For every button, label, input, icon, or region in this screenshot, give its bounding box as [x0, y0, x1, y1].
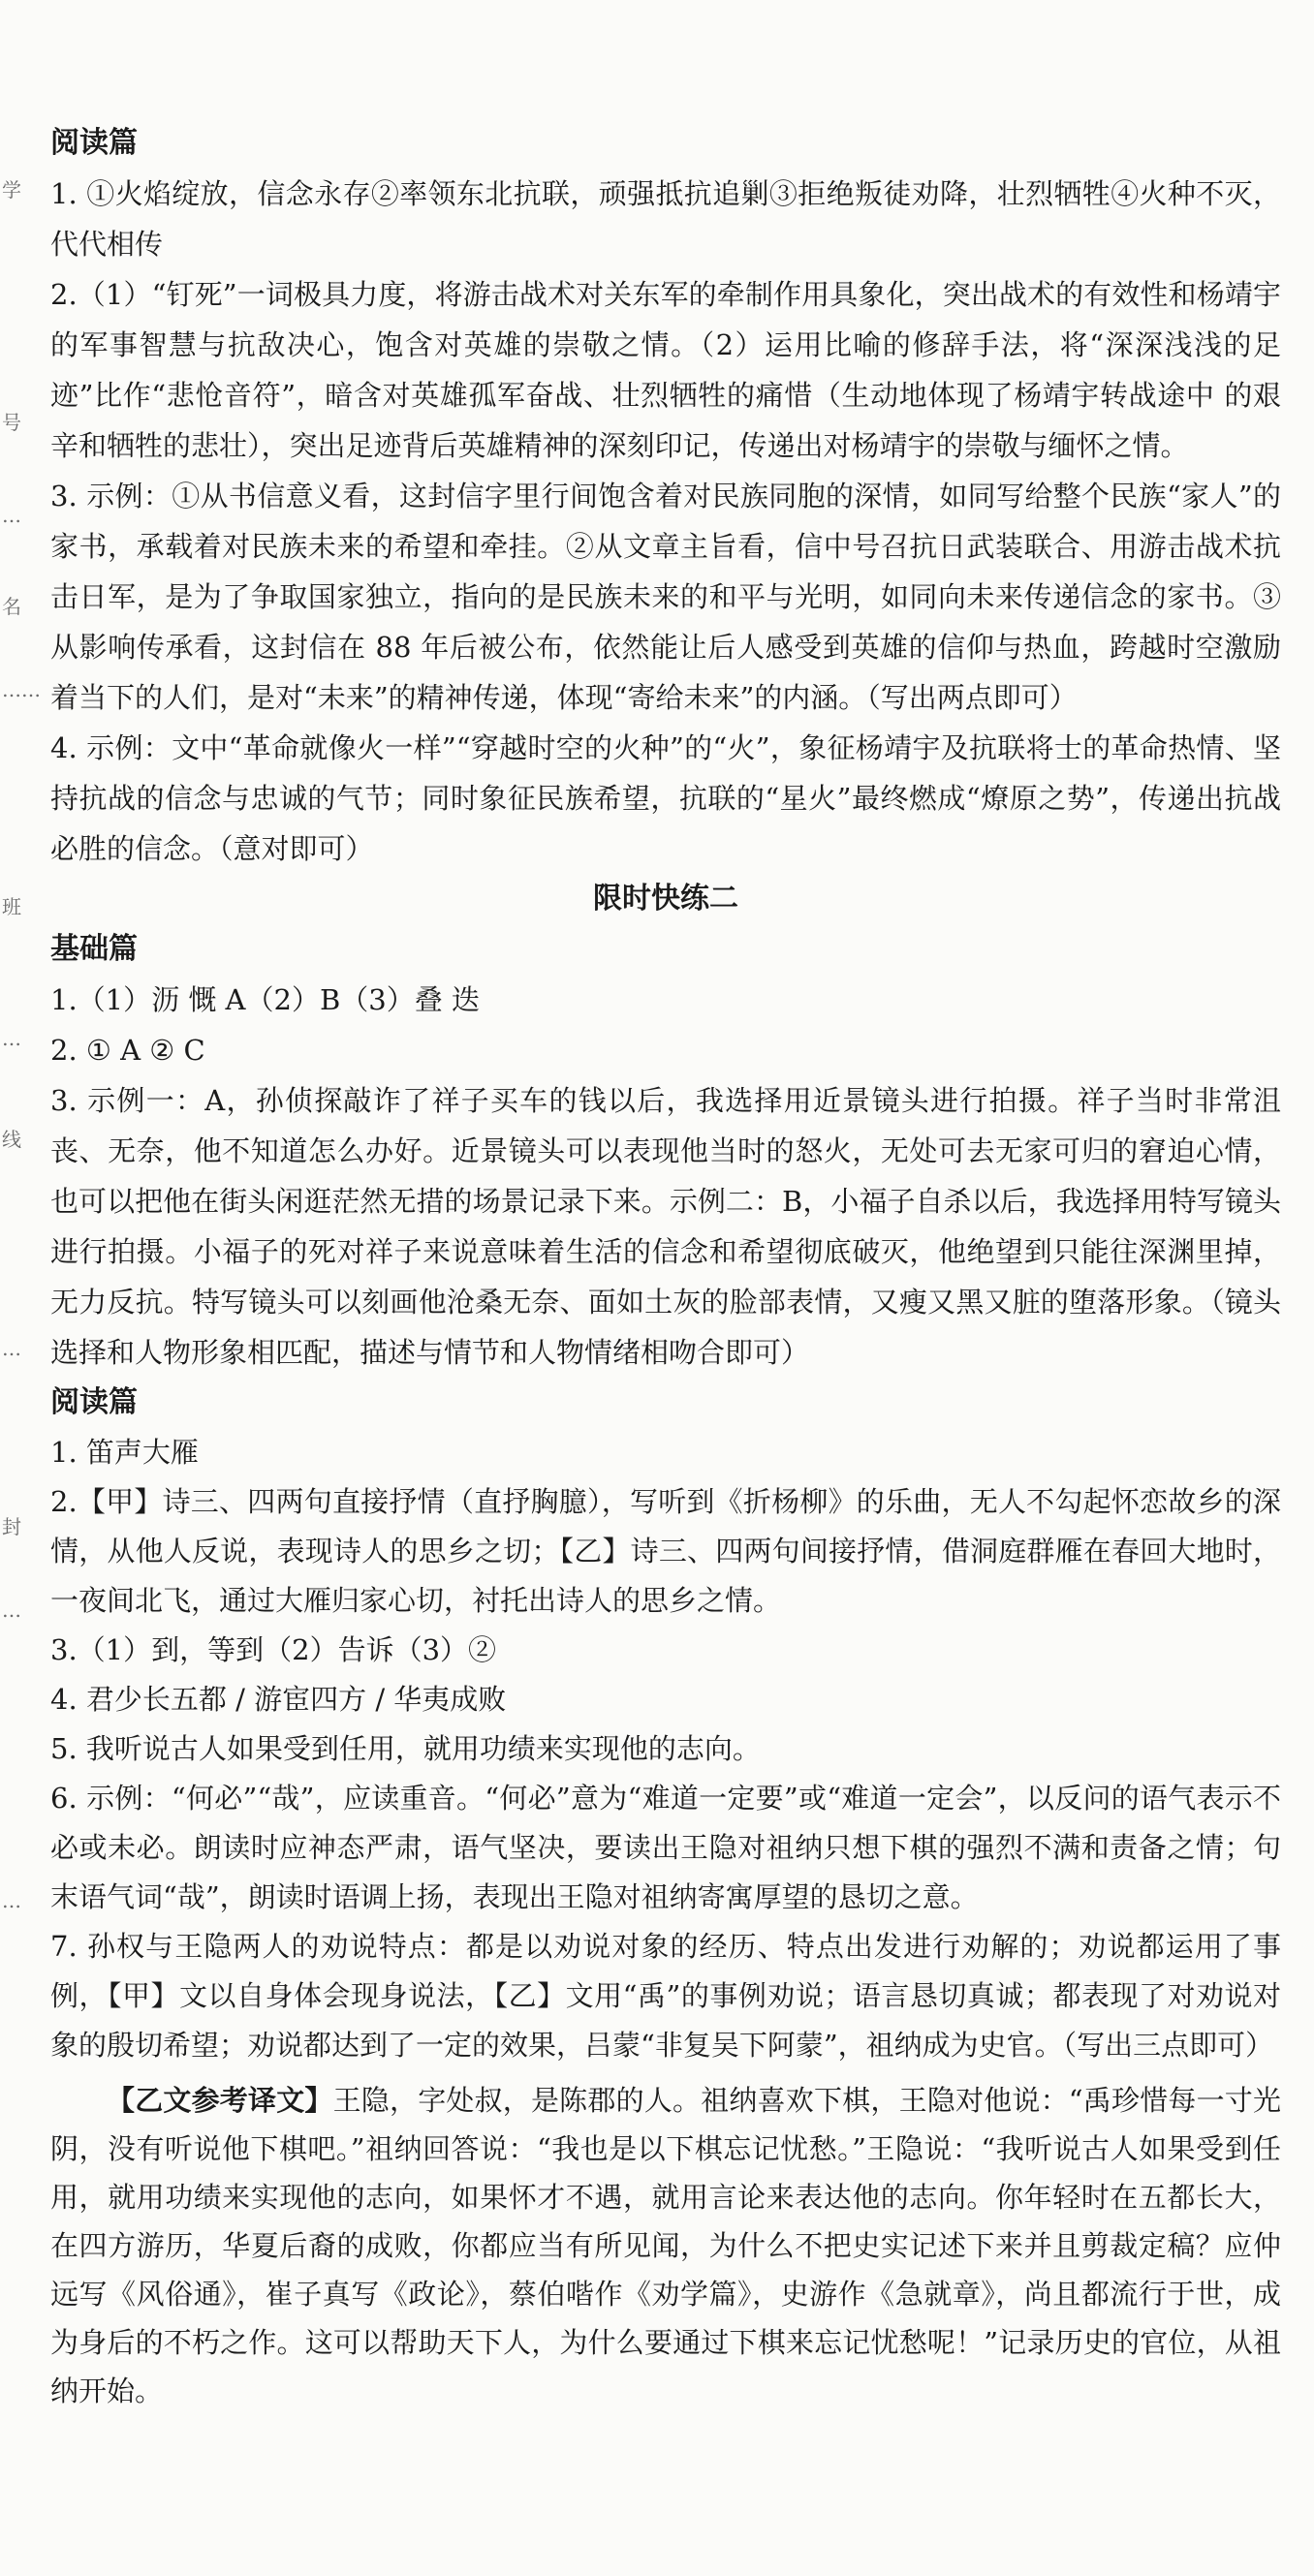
gutter-mark: 学: [2, 178, 21, 202]
answer-item: 1.（1）沥 慨 A（2）B（3）叠 迭: [50, 983, 480, 1016]
answer-item: 7. 孙权与王隐两人的劝说特点：都是以劝说对象的经历、特点出发进行劝解的；劝说都运用了事例，【甲】文以自身体会现身说法，【乙】文用“禹”的事例劝说；语言恳切真诚；都表现了对劝说对象的殷切希望；劝说都达到了一定的效果，吕蒙“非复吴下阿蒙”，祖纳成为史官。（写出三点即可）: [50, 1930, 1281, 2062]
translation-label: 【乙文参考译文】: [107, 2084, 333, 2117]
gutter-mark: …: [2, 1337, 21, 1360]
answer-item: 3.（1）到，等到（2）告诉（3）②: [50, 1633, 497, 1666]
answer-item: 1. 笛声大雁: [50, 1436, 199, 1469]
binding-gutter: [0, 0, 41, 2576]
section-heading-reading-2: 阅读篇: [50, 1385, 138, 1419]
gutter-mark: 名: [2, 595, 21, 618]
section-heading-basic: 基础篇: [50, 932, 138, 966]
answer-item: 3. 示例一：A，孙侦探敲诈了祥子买车的钱以后，我选择用近景镜头进行拍摄。祥子当时非常沮丧、无奈，他不知道怎么办好。近景镜头可以表现他当时的怒火，无处可去无家可归的窘迫心情，也可以把他在街头闲逛茫然无措的场景记录下来。示例二：B，小福子自杀以后，我选择用特写镜头进行拍摄。小福子的死对祥子来说意味着生活的信念和希望彻底破灭，他绝望到只能往深渊里掉，无力反抗。特写镜头可以刻画他沧桑无奈、面如土灰的脸部表情，又瘦又黑又脏的堕落形象。（镜头选择和人物形象相匹配，描述与情节和人物情绪相吻合即可）: [50, 1084, 1281, 1369]
answer-item: 2.（1）“钉死”一词极具力度，将游击战术对关东军的牵制作用具象化，突出战术的有效性和杨靖宇的军事智慧与抗敌决心，饱含对英雄的崇敬之情。（2）运用比喻的修辞手法，将“深深浅浅的足迹”比作“悲怆音符”，暗含对英雄孤军奋战、壮烈牺牲的痛惜（生动地体现了杨靖宇转战途中 的艰辛和牺牲的悲壮），突出足迹背后英雄精神的深刻印记，传递出对杨靖宇的崇敬与缅怀之情。: [50, 278, 1281, 462]
gutter-mark: 班: [2, 895, 21, 918]
answer-item: 4. 君少长五都 / 游宦四方 / 华夷成败: [50, 1683, 507, 1716]
gutter-mark: …: [2, 1027, 21, 1050]
section-heading-reading: 阅读篇: [50, 126, 138, 160]
answer-item: 3. 示例：①从书信意义看，这封信字里行间饱含着对民族同胞的深情，如同写给整个民族“家人”的家书，承载着对民族未来的希望和牵挂。②从文章主旨看，信中号召抗日武装联合、用游击战术抗击日军，是为了争取国家独立，指向的是民族未来的和平与光明，如同向未来传递信念的家书。③从影响传承看，这封信在 88 年后被公布，依然能让后人感受到英雄的信仰与热血，跨越时空激励着当下的人们，是对“未来”的精神传递，体现“寄给未来”的内涵。（写出两点即可）: [50, 480, 1281, 714]
gutter-mark: …: [2, 504, 21, 527]
gutter-mark: 号: [2, 411, 21, 434]
answer-item: 1. ①火焰绽放，信念永存②率领东北抗联，顽强抵抗追剿③拒绝叛徒劝降，壮烈牺牲④火种不灭，代代相传: [50, 177, 1281, 261]
reference-translation: [50, 2076, 1281, 2415]
answer-item: 5. 我听说古人如果受到任用，就用功绩来实现他的志向。: [50, 1732, 761, 1765]
gutter-mark: 封: [2, 1515, 21, 1538]
translation-text: 王隐，字处叔，是陈郡的人。祖纳喜欢下棋，王隐对他说：“禹珍惜每一寸光阴，没有听说他下棋吧。”祖纳回答说：“我也是以下棋忘记忧愁。”王隐说：“我听说古人如果受到任用，就用功绩来实现他的志向，如果怀才不遇，就用言论来表达他的志向。你年轻时在五都长大，在四方游历，华夏后裔的成败，你都应当有所见闻，为什么不把史实记述下来并且剪裁定稿？应仲远写《风俗通》，崔子真写《政论》，蔡伯喈作《劝学篇》，史游作《急就章》，尚且都流行于世，成为身后的不朽之作。这可以帮助天下人，为什么要通过下棋来忘记忧愁呢！”记录历史的官位，从祖纳开始。: [50, 2084, 1281, 2407]
gutter-mark: …: [2, 1889, 21, 1912]
answer-item: 4. 示例：文中“革命就像火一样”“穿越时空的火种”的“火”，象征杨靖宇及抗联将士的革命热情、坚持抗战的信念与忠诚的气节；同时象征民族希望，抗联的“星火”最终燃成“燎原之势”，传递出抗战必胜的信念。（意对即可）: [50, 731, 1281, 865]
practice-title: 限时快练二: [593, 882, 738, 916]
answer-item: 2.【甲】诗三、四两句直接抒情（直抒胸臆），写听到《折杨柳》的乐曲，无人不勾起怀恋故乡的深情，从他人反说，表现诗人的思乡之切；【乙】诗三、四两句间接抒情，借洞庭群雁在春回大地时，一夜间北飞，通过大雁归家心切，衬托出诗人的思乡之情。: [50, 1485, 1281, 1617]
gutter-mark: …: [2, 1598, 21, 1622]
answer-item: 2. ① A ② C: [50, 1034, 205, 1067]
gutter-mark: 线: [2, 1128, 21, 1151]
gutter-mark: ……: [2, 678, 41, 701]
answer-item: 6. 示例：“何必”“哉”，应读重音。“何必”意为“难道一定要”或“难道一定会”，以反问的语气表示不必或未必。朗读时应神态严肃，语气坚决，要读出王隐对祖纳只想下棋的强烈不满和责备之情；句末语气词“哉”，朗读时语调上扬，表现出王隐对祖纳寄寓厚望的恳切之意。: [50, 1782, 1281, 1913]
answer-content: [50, 118, 1281, 2415]
